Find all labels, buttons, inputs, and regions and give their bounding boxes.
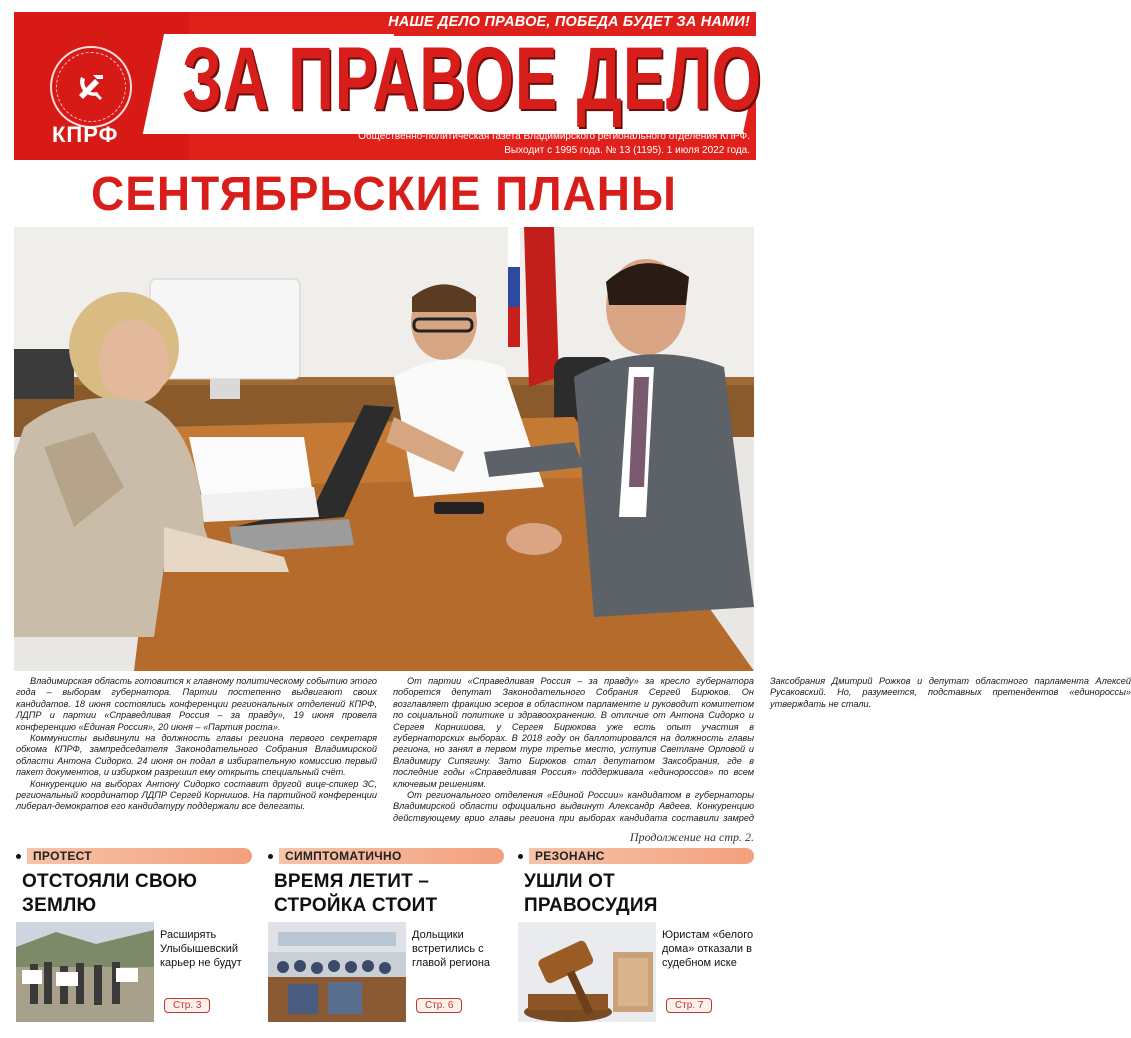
teaser-protest[interactable]	[14, 848, 252, 1026]
article-paragraph: От регионального отделения «Единой России» кандидатом в губернаторы Владимирской области официально выдвинут Александр Авдеев. Конкуренцию действующему врио главы региона при выборах кандидата составили замред Заксобрания Дмитрий Рожков и депутат областного парламента Алексей Русаковский. Но, разумеется, подставных претендентов «единороссы» утверждать не стали.	[393, 676, 1131, 823]
bullet-icon	[16, 854, 21, 859]
teaser-headline[interactable]: ОТСТОЯЛИ СВОЮ ЗЕМЛЮ	[22, 871, 198, 916]
teaser-text: Дольщики встретились с главой региона	[412, 929, 491, 969]
continued-link[interactable]: Продолжение на стр. 2.	[629, 830, 754, 844]
rubric-label: РЕЗОНАНС	[529, 848, 754, 864]
masthead-slogan: НАШЕ ДЕЛО ПРАВОЕ, ПОБЕДА БУДЕТ ЗА НАМИ!	[388, 14, 750, 30]
publication-info	[358, 130, 750, 158]
rubric-bar	[14, 848, 252, 864]
rubric-label: ПРОТЕСТ	[27, 848, 252, 864]
publication-info-line-1: Общественно-политическая газета Владимирского регионального отделения КПРФ.	[358, 131, 750, 142]
article-paragraph: От партии «Справедливая Россия – за правду» за кресло губернатора поборется депутат Законодательного Собрания Сергей Бирюков. Он возглавляет фракцию эсеров в областном парламенте и руководит комитетом по социальной политике и здравоохранению. В отличие от Антона Сидорко и Сергея Корнишова, у Сергея Бирюкова уже есть опыт участия в губернаторских выборах. В 2018 году он баллотировался на должность главы региона, но занял в первом туре третье место, уступив Светлане Орловой и Владимиру Сипягину. Зато Бирюков стал депутатом Заксобрания, где в последние годы «Справедливая Россия» поддерживала «единороссов» по всем ключевым решениям.	[393, 676, 754, 789]
bullet-icon	[518, 854, 523, 859]
front-page-photo	[14, 227, 754, 671]
gavel-photo	[518, 922, 656, 1022]
article-paragraph: Конкуренцию на выборах Антону Сидорко составит другой вице-спикер ЗС, региональный координатор ЛДПР Сергей Корнишов. На партийной конференции либерал-демократов его кандидатуру поддержали все делегаты.	[16, 778, 377, 812]
teaser-photo	[16, 922, 154, 1022]
article-paragraph: Коммунисты выдвинули на должность главы региона первого секретаря обкома КПРФ, зампредседателя Законодательного Собрания Владимирской области Антона Сидорко. 24 июня он подал в избирательную комиссию первый пакет документов, и избирком разрешил ему открыть специальный счёт.	[16, 733, 377, 778]
rubric-bar	[516, 848, 754, 864]
main-article	[16, 676, 1131, 831]
teaser-photo	[268, 922, 406, 1022]
main-headline: СЕНТЯБРЬСКИЕ ПЛАНЫ	[91, 165, 677, 221]
page-link[interactable]: Стр. 7	[666, 998, 712, 1013]
hammer-sickle-icon	[50, 46, 132, 128]
masthead	[14, 12, 763, 160]
bullet-icon	[268, 854, 273, 859]
teaser-resonance[interactable]	[516, 848, 754, 1026]
page-link[interactable]: Стр. 6	[416, 998, 462, 1013]
teaser-headline[interactable]: УШЛИ ОТ ПРАВОСУДИЯ	[524, 871, 658, 916]
party-logo-text: КПРФ	[52, 122, 119, 147]
publication-info-line-2: Выходит с 1995 года. № 13 (1195). 1 июля 2022 года.	[504, 145, 750, 156]
teaser-headline[interactable]: ВРЕМЯ ЛЕТИТ – СТРОЙКА СТОИТ	[274, 871, 438, 916]
teaser-symptomatic[interactable]	[266, 848, 504, 1026]
article-paragraph: Владимирская область готовится к главному политическому событию этого года – выборам губернатора. Партии постепенно выдвигают своих кандидатов. 18 июня состоялись конференции региональных отделений КПРФ, ЛДПР и партии «Справедливая Россия – за правду», 19 июня провела конференцию «Единая Россия», 20 июня – «Партия роста».	[16, 676, 377, 732]
teaser-text: Расширять Улыбышевский карьер не будут	[160, 929, 242, 969]
page-link[interactable]: Стр. 3	[164, 998, 210, 1013]
rubric-label: СИМПТОМАТИЧНО	[279, 848, 504, 864]
newspaper-title: ЗА ПРАВОЕ ДЕЛО	[182, 28, 763, 128]
rubric-bar	[266, 848, 504, 864]
teaser-text: Юристам «белого дома» отказали в судебном иске	[662, 929, 754, 969]
